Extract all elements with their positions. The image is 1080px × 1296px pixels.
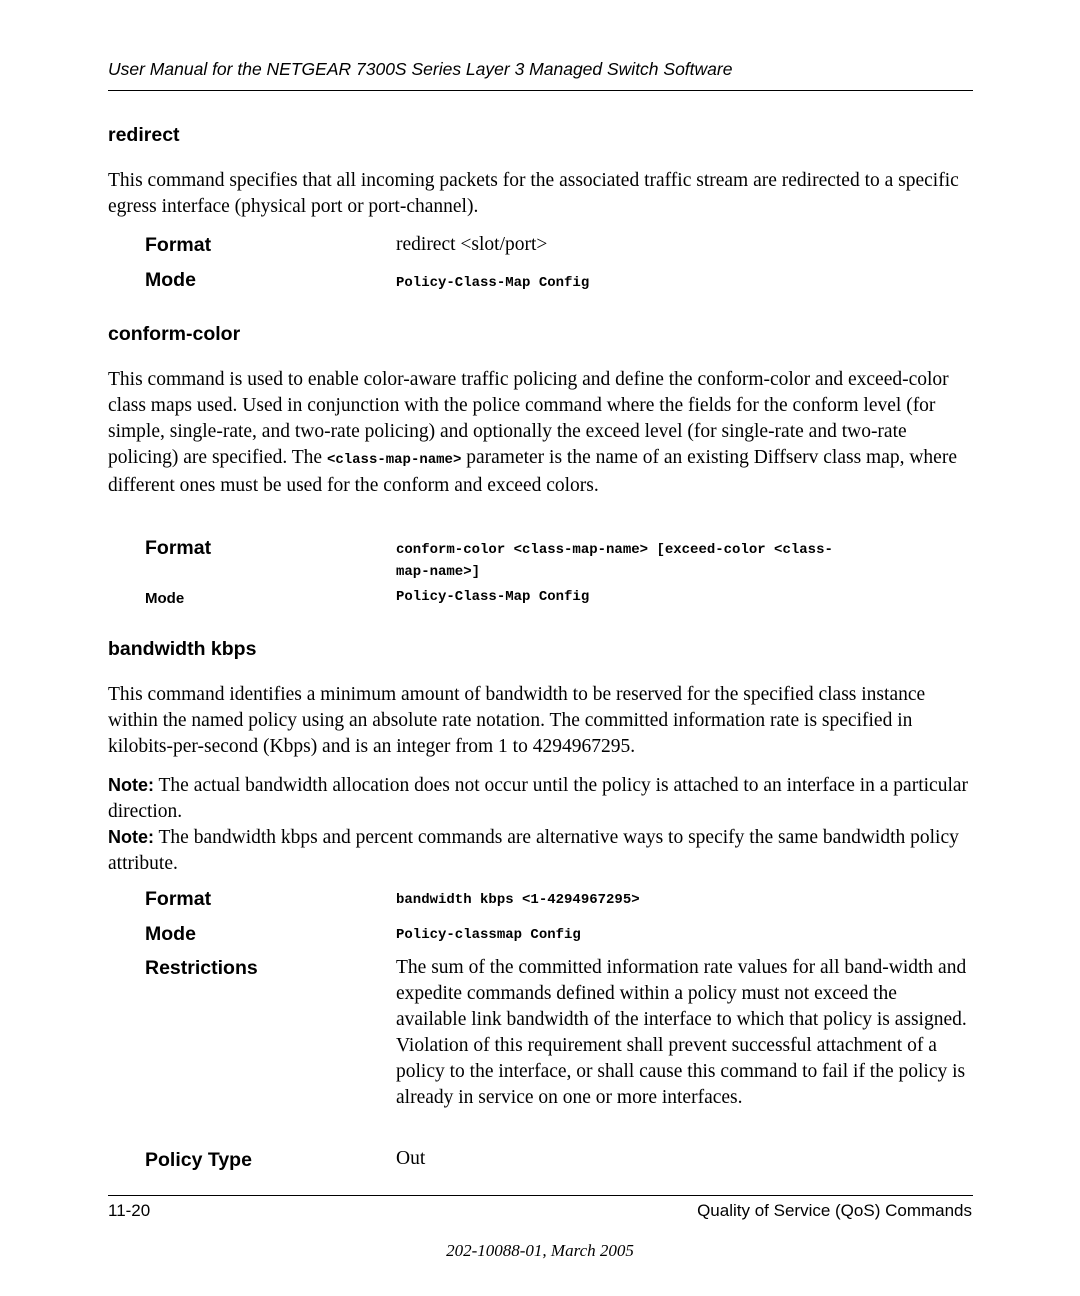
bandwidth-mode-value: Policy-classmap Config [396, 927, 581, 943]
redirect-mode-label: Mode [145, 269, 196, 291]
redirect-format-value: redirect <slot/port> [396, 234, 548, 255]
redirect-description: This command specifies that all incoming packets for the associated traffic stream are redirected to a specific egress interface (physical port or port-channel). [108, 170, 959, 217]
conform-color-format-label: Format [145, 537, 212, 559]
class-map-name-code: <class-map-name> [326, 452, 462, 468]
chapter-title: Quality of Service (QoS) Commands [697, 1201, 972, 1220]
bandwidth-note-2: Note: The bandwidth kbps and percent commands are alternative ways to specify the same bandwidth policy attribute. [108, 827, 959, 874]
bandwidth-policy-type-value: Out [396, 1148, 426, 1169]
bandwidth-restrictions-value: The sum of the committed information rate values for all band-width and expedite commands defined within a policy must not exceed the available link bandwidth of the interface to which that policy is assigned. Violation of this requirement shall prevent successful attachment of a policy to the interface, or shall cause this command to fail if the policy is already in service on one or more interfaces. [396, 957, 967, 1108]
bandwidth-heading: bandwidth kbps [108, 638, 257, 660]
header-rule [108, 90, 973, 91]
bandwidth-format-value: bandwidth kbps <1-4294967295> [396, 892, 640, 908]
page-header: User Manual for the NETGEAR 7300S Series Layer 3 Managed Switch Software [108, 59, 733, 79]
redirect-heading: redirect [108, 124, 180, 146]
bandwidth-note-1: Note: The actual bandwidth allocation does not occur until the policy is attached to an interface in a particular direction. [108, 775, 969, 822]
conform-color-format-line1: conform-color <class-map-name> [exceed-color <class- [396, 542, 833, 558]
conform-color-mode-value: Policy-Class-Map Config [396, 589, 590, 605]
page-number: 11-20 [108, 1201, 151, 1220]
bandwidth-mode-label: Mode [145, 923, 196, 945]
conform-color-format-line2: map-name>] [396, 564, 481, 580]
bandwidth-restrictions-label: Restrictions [145, 957, 258, 979]
conform-color-mode-label: Mode [145, 590, 185, 607]
conform-color-heading: conform-color [108, 323, 241, 345]
bandwidth-description: This command identifies a minimum amount of bandwidth to be reserved for the specified class instance within the named policy using an absolute rate notation. The committed information rate is specified in kilobits-per-second (Kbps) and is an integer from 1 to 4294967295. [108, 684, 926, 757]
bandwidth-format-label: Format [145, 888, 212, 910]
redirect-format-label: Format [145, 234, 212, 256]
redirect-mode-value: Policy-Class-Map Config [396, 275, 590, 291]
conform-color-description: This command is used to enable color-aware traffic policing and define the conform-color and exceed-color class maps used. Used in conjunction with the police command where the fields for the conform level (for simple, single-rate, and two-rate policing) and optionally the exceed level (for single-rate and two-rate policing) are specified. The <class-map-name> parameter is the name of an existing Diffserv class map, where different ones must be used for the conform and exceed colors. [108, 369, 957, 496]
footer-rule [108, 1195, 973, 1196]
document-id: 202-10088-01, March 2005 [446, 1241, 634, 1260]
bandwidth-policy-type-label: Policy Type [145, 1149, 252, 1171]
